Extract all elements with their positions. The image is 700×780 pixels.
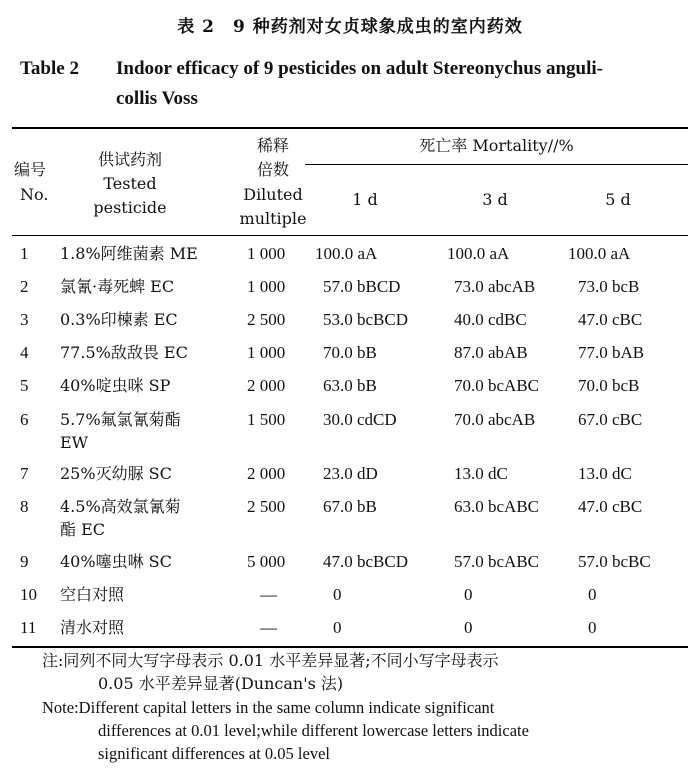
cell-no: 5 <box>20 376 29 395</box>
cell-d1: 67.0 bB <box>323 497 377 516</box>
header-mortality: 死亡率 Mortality//% <box>419 136 574 155</box>
cell-pesticide-cont: EW <box>60 433 89 452</box>
header-pesticide-cn: 供试药剂 <box>97 150 162 169</box>
cell-dilution: 1 000 <box>247 277 286 296</box>
cell-d3: 13.0 dC <box>454 464 508 483</box>
cell-dilution: 2 000 <box>247 376 286 395</box>
cell-d1: 53.0 bcBCD <box>323 310 408 329</box>
table-title-cn: 表 2 9 种药剂对女贞球象成虫的室内药效 <box>177 17 523 37</box>
cell-pesticide: 氯氰·毒死蜱 EC <box>60 277 175 296</box>
cell-pesticide: 25%灭幼脲 SC <box>60 464 172 483</box>
cell-d3: 0 <box>464 585 473 604</box>
cell-pesticide-cont: 酯 EC <box>60 520 106 539</box>
cell-d3: 63.0 bcABC <box>454 497 539 516</box>
cell-pesticide: 5.7%氟氯氰菊酯 <box>60 410 181 429</box>
cell-pesticide: 1.8%阿维菌素 ME <box>60 244 198 263</box>
cell-dilution: 2 500 <box>247 310 286 329</box>
cell-d5: 57.0 bcBC <box>578 552 651 571</box>
note-en-line3: significant differences at 0.05 level <box>98 744 330 763</box>
cell-dilution: 1 000 <box>247 343 286 362</box>
cell-d5: 0 <box>588 618 597 637</box>
cell-pesticide: 清水对照 <box>60 618 125 637</box>
cell-d3: 70.0 abcAB <box>454 410 536 429</box>
cell-pesticide: 4.5%高效氯氰菊 <box>60 497 181 516</box>
cell-no: 10 <box>20 585 37 604</box>
header-rule <box>12 235 688 236</box>
header-dilution-en2: multiple <box>239 209 307 228</box>
cell-d1: 70.0 bB <box>323 343 377 362</box>
cell-no: 1 <box>20 244 29 263</box>
cell-d5: 47.0 cBC <box>578 310 643 329</box>
cell-d1: 57.0 bBCD <box>323 277 401 296</box>
cell-dilution: 1 500 <box>247 410 286 429</box>
cell-dilution: 5 000 <box>247 552 286 571</box>
cell-d5: 47.0 cBC <box>578 497 643 516</box>
header-day5: 5 d <box>605 190 631 209</box>
cell-d1: 63.0 bB <box>323 376 377 395</box>
header-no-cn: 编号 <box>14 160 47 179</box>
cell-no: 8 <box>20 497 29 516</box>
cell-d1: 0 <box>333 585 342 604</box>
note-en-line2: differences at 0.01 level;while different lowercase letters indicate <box>98 721 529 740</box>
cell-d3: 0 <box>464 618 473 637</box>
header-day3: 3 d <box>482 190 508 209</box>
bottom-rule <box>12 646 688 648</box>
header-dilution-cn1: 稀释 <box>256 136 289 155</box>
cell-d5: 77.0 bAB <box>578 343 645 362</box>
cell-dilution: — <box>260 618 277 637</box>
cell-pesticide: 40%啶虫咪 SP <box>60 376 171 395</box>
table-title-en-line1: Indoor efficacy of 9 pesticides on adult Stereonychus anguli- <box>116 58 603 79</box>
cell-d1: 23.0 dD <box>323 464 378 483</box>
cell-pesticide: 0.3%印楝素 EC <box>60 310 178 329</box>
cell-d5: 100.0 aA <box>568 244 631 263</box>
cell-no: 2 <box>20 277 29 296</box>
table-label-en: Table 2 <box>20 58 79 79</box>
cell-d5: 73.0 bcB <box>578 277 640 296</box>
cell-d1: 47.0 bcBCD <box>323 552 408 571</box>
cell-d3: 73.0 abcAB <box>454 277 536 296</box>
cell-dilution: 2 500 <box>247 497 286 516</box>
cell-no: 4 <box>20 343 29 362</box>
header-pesticide-en1: Tested <box>103 174 157 193</box>
note-en-line1: Note:Different capital letters in the same column indicate significant <box>42 698 495 717</box>
cell-dilution: 1 000 <box>247 244 286 263</box>
cell-pesticide: 空白对照 <box>60 585 125 604</box>
top-rule <box>12 127 688 129</box>
header-no-en: No. <box>20 185 49 204</box>
cell-pesticide: 77.5%敌敌畏 EC <box>60 343 188 362</box>
cell-dilution: 2 000 <box>247 464 286 483</box>
cell-d3: 57.0 bcABC <box>454 552 539 571</box>
mortality-subrule <box>305 164 688 165</box>
header-pesticide-en2: pesticide <box>93 198 167 217</box>
cell-dilution: — <box>260 585 277 604</box>
cell-no: 9 <box>20 552 29 571</box>
note-cn-line2: 0.05 水平差异显著(Duncan's 法) <box>98 674 344 693</box>
header-dilution-cn2: 倍数 <box>256 160 289 179</box>
cell-no: 11 <box>20 618 37 637</box>
cell-pesticide: 40%噻虫啉 SC <box>60 552 172 571</box>
header-day1: 1 d <box>352 190 378 209</box>
cell-d5: 70.0 bcB <box>578 376 640 395</box>
cell-d5: 67.0 cBC <box>578 410 643 429</box>
note-cn-line1: 注:同列不同大写字母表示 0.01 水平差异显著;不同小写字母表示 <box>42 651 499 670</box>
cell-d3: 87.0 abAB <box>454 343 528 362</box>
table-title-en <box>20 54 680 114</box>
cell-d1: 100.0 aA <box>315 244 378 263</box>
cell-d3: 40.0 cdBC <box>454 310 527 329</box>
cell-d1: 30.0 cdCD <box>323 410 397 429</box>
cell-d3: 100.0 aA <box>447 244 510 263</box>
cell-d5: 13.0 dC <box>578 464 632 483</box>
cell-no: 7 <box>20 464 29 483</box>
cell-d5: 0 <box>588 585 597 604</box>
cell-no: 3 <box>20 310 29 329</box>
table-title-en-line2: collis Voss <box>116 88 198 109</box>
header-dilution-en1: Diluted <box>243 185 303 204</box>
cell-d1: 0 <box>333 618 342 637</box>
cell-d3: 70.0 bcABC <box>454 376 539 395</box>
cell-no: 6 <box>20 410 29 429</box>
